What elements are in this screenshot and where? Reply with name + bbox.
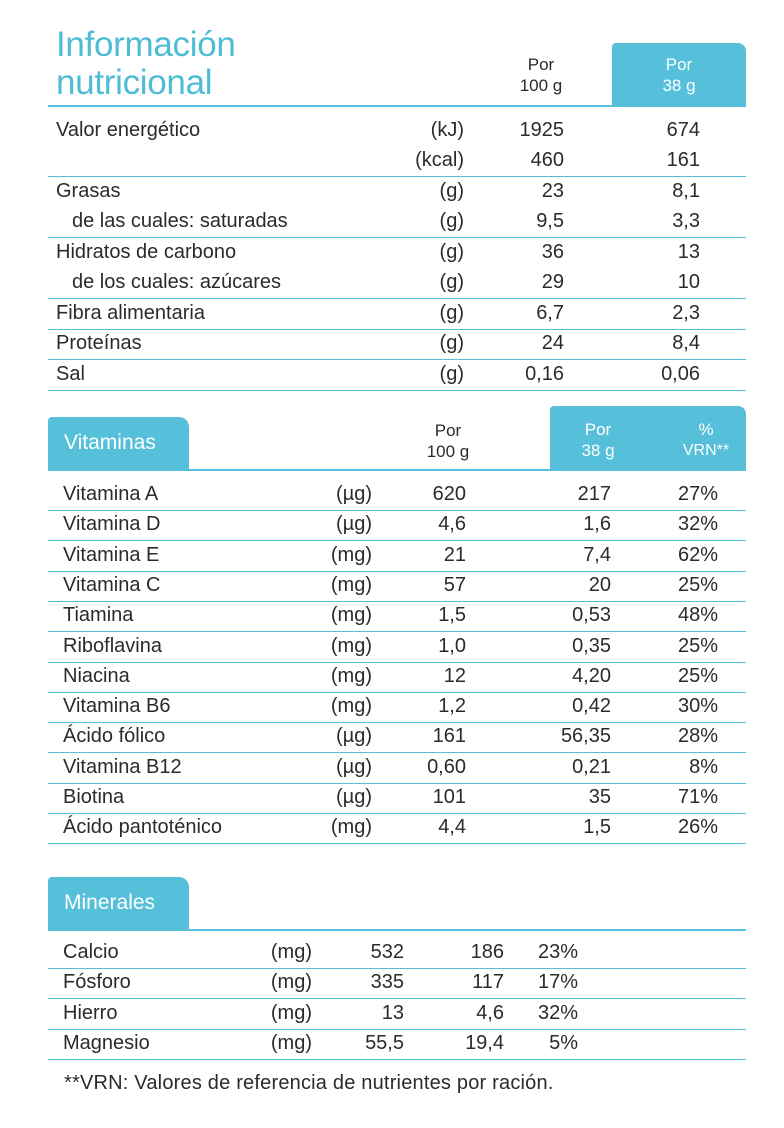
vitamin-row xyxy=(48,540,746,570)
nutrient-per38: 8,4 xyxy=(672,332,700,354)
vitamin-vrn: 25% xyxy=(677,573,718,596)
mineral-unit: (mg) xyxy=(270,941,312,963)
nutrient-per100: 24 xyxy=(541,332,564,354)
vitamin-row xyxy=(48,570,746,600)
vitamin-per100: 0,60 xyxy=(427,755,466,778)
nutrient-label: Fibra alimentaria xyxy=(56,302,205,324)
page-title xyxy=(56,26,236,102)
vitamin-label: Biotina xyxy=(63,786,125,808)
nutrition-row xyxy=(48,237,746,267)
vitamin-unit: (mg) xyxy=(330,664,372,687)
vitamin-per38: 7,4 xyxy=(583,543,611,566)
nutrient-label: Valor energético xyxy=(56,119,201,141)
vrn-footnote: **VRN: Valores de referencia de nutrientes por ración. xyxy=(64,1072,554,1094)
mineral-label: Calcio xyxy=(63,941,119,963)
vitamin-unit: (mg) xyxy=(330,634,372,657)
nutrient-per38: 13 xyxy=(677,241,700,263)
vitamins-section-tab: Vitaminas xyxy=(48,417,189,469)
nutrient-per100: 36 xyxy=(541,241,564,263)
nutrient-per100: 0,16 xyxy=(525,363,564,385)
vitamin-per100: 57 xyxy=(443,573,466,596)
nutrient-label: de las cuales: saturadas xyxy=(72,210,288,232)
nutrition-row xyxy=(48,267,746,297)
row-divider xyxy=(48,1059,746,1060)
vitamins-col-per38-header: Por 38 g xyxy=(581,420,615,460)
nutrient-unit: (g) xyxy=(439,332,464,354)
nutrient-unit: (g) xyxy=(439,271,464,293)
mineral-label: Fósforo xyxy=(63,971,131,994)
vitamin-unit: (mg) xyxy=(330,695,372,718)
nutrition-row xyxy=(48,328,746,358)
minerals-header-rule xyxy=(48,929,746,931)
vitamin-per38: 56,35 xyxy=(560,725,611,748)
vitamin-per38: 0,21 xyxy=(572,755,611,778)
nutrition-header-rule xyxy=(48,105,746,107)
vitamin-row xyxy=(48,752,746,782)
nutrient-label: Grasas xyxy=(56,180,121,202)
nutrient-unit: (g) xyxy=(439,180,464,202)
mineral-per38: 186 xyxy=(470,941,504,963)
nutrient-per100: 6,7 xyxy=(536,302,564,324)
vitamin-per38: 217 xyxy=(577,483,611,505)
vitamin-per38: 4,20 xyxy=(572,664,611,687)
mineral-vrn: 5% xyxy=(549,1031,578,1054)
vitamin-unit: (µg) xyxy=(336,755,372,778)
vitamin-vrn: 25% xyxy=(677,664,718,687)
row-divider xyxy=(48,843,746,844)
mineral-per100: 13 xyxy=(381,1001,404,1024)
nutrient-unit: (g) xyxy=(439,363,464,385)
nutrient-per38: 2,3 xyxy=(672,302,700,324)
vitamin-row xyxy=(48,631,746,661)
vitamin-label: Vitamina E xyxy=(63,543,160,566)
mineral-per100: 55,5 xyxy=(365,1031,404,1054)
nutrient-unit: (g) xyxy=(439,241,464,263)
vitamin-label: Vitamina B6 xyxy=(63,695,171,718)
vitamin-label: Riboflavina xyxy=(63,634,162,657)
vitamin-label: Vitamina A xyxy=(63,483,159,505)
nutrient-per38: 0,06 xyxy=(661,363,700,385)
nutrition-table xyxy=(48,115,746,390)
minerals-table xyxy=(48,937,746,1062)
vitamin-label: Ácido pantoténico xyxy=(63,816,223,839)
vitamin-row xyxy=(48,479,746,509)
vitamin-per38: 0,42 xyxy=(572,695,611,718)
vitamins-table xyxy=(48,479,746,844)
nutrient-per38: 674 xyxy=(666,119,700,141)
vitamin-vrn: 8% xyxy=(689,755,718,778)
nutrient-per38: 3,3 xyxy=(672,210,700,232)
vitamin-label: Tiamina xyxy=(63,604,134,627)
vitamin-row xyxy=(48,782,746,812)
vitamin-row xyxy=(48,721,746,751)
nutrient-label: de los cuales: azúcares xyxy=(72,271,282,293)
nutrition-row xyxy=(48,176,746,206)
nutrient-unit: (kJ) xyxy=(430,119,464,141)
vitamins-col-vrn-header: % VRN** xyxy=(682,420,730,459)
vitamin-vrn: 62% xyxy=(677,543,718,566)
vitamin-unit: (mg) xyxy=(330,543,372,566)
vitamin-per100: 161 xyxy=(432,725,466,748)
vitamin-label: Niacina xyxy=(63,664,130,687)
vitamin-vrn: 48% xyxy=(677,604,718,627)
mineral-unit: (mg) xyxy=(270,971,312,994)
title-line-1: Información xyxy=(56,25,236,64)
nutrition-row xyxy=(48,298,746,328)
nutrient-unit: (g) xyxy=(439,210,464,232)
mineral-row xyxy=(48,1028,746,1058)
mineral-vrn: 32% xyxy=(537,1001,578,1024)
nutrient-unit: (kcal) xyxy=(415,149,464,171)
vitamin-unit: (µg) xyxy=(336,786,372,808)
nutrient-per100: 23 xyxy=(541,180,564,202)
vitamin-per100: 21 xyxy=(443,543,466,566)
vitamin-row xyxy=(48,600,746,630)
vitamin-row xyxy=(48,509,746,539)
nutrition-row xyxy=(48,145,746,175)
vitamin-vrn: 27% xyxy=(677,483,718,505)
mineral-per38: 19,4 xyxy=(465,1031,504,1054)
nutrient-per38: 8,1 xyxy=(672,180,700,202)
vitamins-header-rule xyxy=(48,469,746,471)
vitamin-unit: (µg) xyxy=(336,513,372,536)
mineral-label: Magnesio xyxy=(63,1031,150,1054)
vitamin-per100: 620 xyxy=(432,483,466,505)
vitamin-per38: 0,53 xyxy=(572,604,611,627)
nutrition-row xyxy=(48,206,746,236)
vitamin-vrn: 32% xyxy=(677,513,718,536)
nutrient-label: Hidratos de carbono xyxy=(56,241,237,263)
nutrition-row xyxy=(48,115,746,145)
vitamin-per38: 1,5 xyxy=(583,816,611,839)
vitamin-unit: (mg) xyxy=(330,604,372,627)
mineral-label: Hierro xyxy=(63,1001,118,1024)
vitamin-per38: 35 xyxy=(588,786,611,808)
mineral-unit: (mg) xyxy=(270,1001,312,1024)
vitamin-vrn: 30% xyxy=(677,695,718,718)
mineral-unit: (mg) xyxy=(270,1031,312,1054)
vitamin-per100: 1,0 xyxy=(438,634,466,657)
vitamin-vrn: 71% xyxy=(677,786,718,808)
mineral-row xyxy=(48,967,746,997)
vitamin-per100: 4,4 xyxy=(438,816,466,839)
vitamin-per100: 12 xyxy=(443,664,466,687)
title-line-2: nutricional xyxy=(56,63,213,102)
vitamin-unit: (µg) xyxy=(336,725,372,748)
vitamin-vrn: 26% xyxy=(677,816,718,839)
nutrient-unit: (g) xyxy=(439,302,464,324)
nutrition-col-per38-tab: Por 38 g xyxy=(612,43,746,105)
row-divider xyxy=(48,390,746,391)
vitamin-label: Vitamina D xyxy=(63,513,161,536)
mineral-per38: 117 xyxy=(472,971,504,994)
nutrient-per100: 1925 xyxy=(519,119,564,141)
vitamin-per38: 1,6 xyxy=(583,513,611,536)
vitamin-row xyxy=(48,812,746,842)
nutrient-per100: 460 xyxy=(530,149,564,171)
vitamin-per100: 101 xyxy=(432,786,466,808)
minerals-section-tab: Minerales xyxy=(48,877,189,929)
vitamin-per100: 4,6 xyxy=(438,513,466,536)
vitamin-per100: 1,5 xyxy=(438,604,466,627)
nutrient-label: Proteínas xyxy=(56,332,142,354)
vitamin-per100: 1,2 xyxy=(438,695,466,718)
vitamin-vrn: 28% xyxy=(677,725,718,748)
mineral-per38: 4,6 xyxy=(476,1001,504,1024)
nutrient-per100: 29 xyxy=(541,271,564,293)
nutrition-col-per100-header: Por 100 g xyxy=(519,55,563,95)
nutrition-row xyxy=(48,359,746,389)
nutrient-per38: 161 xyxy=(666,149,700,171)
vitamin-per38: 20 xyxy=(588,573,611,596)
vitamin-row xyxy=(48,691,746,721)
vitamin-row xyxy=(48,661,746,691)
mineral-per100: 532 xyxy=(370,941,404,963)
vitamin-label: Ácido fólico xyxy=(63,725,166,748)
mineral-row xyxy=(48,937,746,967)
nutrient-label: Sal xyxy=(56,363,85,385)
nutrient-per38: 10 xyxy=(677,271,700,293)
mineral-vrn: 23% xyxy=(537,941,578,963)
mineral-row xyxy=(48,998,746,1028)
vitamin-unit: (mg) xyxy=(330,573,372,596)
vitamin-vrn: 25% xyxy=(677,634,718,657)
mineral-per100: 335 xyxy=(370,971,404,994)
vitamin-unit: (µg) xyxy=(336,483,372,505)
vitamin-label: Vitamina C xyxy=(63,573,161,596)
nutrient-per100: 9,5 xyxy=(536,210,564,232)
vitamins-highlight-tab xyxy=(550,406,746,469)
vitamin-label: Vitamina B12 xyxy=(63,755,182,778)
vitamin-per38: 0,35 xyxy=(572,634,611,657)
mineral-vrn: 17% xyxy=(537,971,578,994)
vitamins-col-per100-header: Por 100 g xyxy=(426,421,470,461)
vitamin-unit: (mg) xyxy=(330,816,372,839)
